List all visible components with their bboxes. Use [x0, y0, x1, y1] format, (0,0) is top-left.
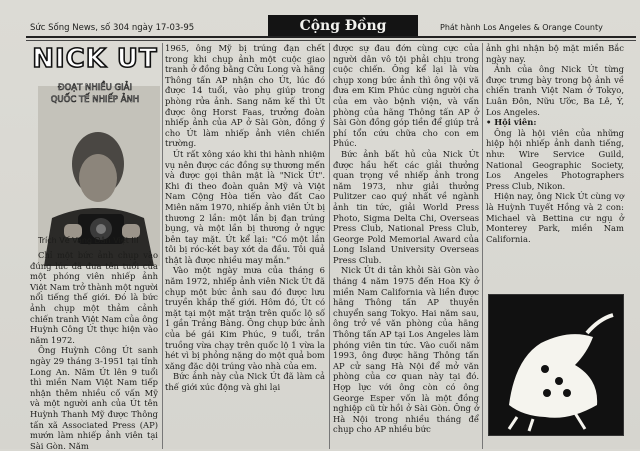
headline-subtitle: [30, 82, 160, 106]
feature-block: [30, 44, 160, 244]
paragraph: Út rất xông xáo khi thi hành nhiệm vụ nên được các đồng sự thương mến và được gọi thân mật là "Nick Út". Khi đi theo đoàn quân Mỹ và Việt Nam Cộng Hòa tiến vào đất Cao Miên năm 1970, nhiếp ảnh viên Út bị thương 2 lần: một lần bị đạn trúng bụng, và một lần bị thương ở ngực bên tay mặt. Út kể lại: "Có một lần tôi bị róc-két bay xớt da đầu. Tôi quả thật là được nhiều may mắn.": [165, 148, 325, 265]
child-figure-icon: [489, 295, 623, 435]
header-rule: [26, 36, 636, 38]
section-title: Cộng Đồng: [268, 15, 418, 37]
subtitle-line-2: QUỐC TẾ NHIẾP ẢNH: [50, 95, 140, 105]
article-column-2: [165, 43, 325, 393]
header-rule-thin: [26, 40, 636, 41]
paragraph: Chỉ một bức ảnh chụp vào đúng lúc đã đưa tên tuổi của một phóng viên nhiếp ảnh Việt Nam trở thành một người nổi tiếng thế giới. Đó là bức ảnh chụp một thảm cảnh chiến tranh Việt Nam của ông Huỳnh Công Út thực hiện vào năm 1972.: [30, 250, 158, 345]
paragraph: được sự đau đớn cùng cực của người dân vô tội phải chịu trong cuộc chiến. Ông kể lại là vừa chụp xong bức ảnh thì ông vội vã đưa em Kim Phúc cùng người cha của em vào bệnh viện, và vấn phòng của hãng Thông tấn AP ở Sài Gòn đồng góp tiền để giúp trả phí tổn cứu chữa cho con em Phúc.: [333, 43, 479, 149]
column-divider: [482, 43, 483, 449]
column-divider: [329, 43, 330, 449]
issue-info: Sức Sống News, số 304 ngày 17-03-95: [30, 23, 195, 33]
article-column-3: [333, 43, 479, 435]
paragraph: 1965, ông Mỹ bị trúng đạn chết trong khi chụp ảnh một cuộc giao tranh ở đồng bằng Cửu Long và hãng Thông tấn AP nhận cho Út, lúc đó được 14 tuổi, vào phụ giúp trong phòng rửa ảnh. Sang năm kế thì Út được ông Horst Faas, trưởng đoàn nhiếp ảnh của AP ở Sài Gòn, đồng ý cho Út làm nhiếp ảnh viên chiến trường.: [165, 43, 325, 149]
headline-nick-ut: NICK UT: [32, 44, 158, 74]
article-column-1: [30, 250, 158, 451]
paragraph: Ảnh của ông Nick Út từng được trưng bày trong bộ ảnh về chiến tranh Việt Nam ở Tokyo, Luân Đôn, Nữu Ước, Ba Lê, Ý, Los Angeles.: [486, 64, 624, 117]
paragraph: Bức ảnh này của Nick Út đã làm cả thế giới xúc động và ghi lại: [165, 371, 325, 392]
paragraph: Bức ảnh bất hủ của Nick Út được hầu hết các giải thưởng quan trọng về nhiếp ảnh trong năm 1973, như giải thưởng Pulitzer cao quý nhất về ngành ảnh tin tức, giải World Press Photo, Sigma Delta Chi, Overseas Press Club, National Press Club, George Pold Memorial Award của Long Island University Overseas Press Club.: [333, 148, 479, 265]
paragraph: Ông là hội viên của những hiệp hội nhiếp ảnh danh tiếng, như: Wire Service Guild, National Geographic Society, Los Angeles Photographers Press Club, Nikon.: [486, 127, 624, 191]
article-column-4: [486, 43, 624, 244]
section-heading: • Hội viên:: [486, 117, 537, 128]
subtitle-line-1: ĐOẠT NHIỀU GIẢI: [58, 83, 132, 93]
paragraph: Ông Huỳnh Công Út sanh ngày 29 tháng 3-1951 tại tỉnh Long An. Năm Út lên 9 tuổi thì miền Nam Việt Nam tiếp nhận thêm nhiều cố vấn Mỹ và một người anh của Út tên Huỳnh Thanh Mỹ được Thông tấn xã Associated Press (AP) mướn làm nhiếp ảnh viên tại Sài Gòn. Năm: [30, 345, 158, 451]
paragraph: Vào một ngày mưa của tháng 6 năm 1972, nhiếp ảnh viên Nick Út đã chụp một bức ảnh sau đó được lưu truyền khắp thế giới. Hôm đó, Út có mặt tại một mặt trận trên quốc lộ số 1 gần Trảng Bàng. Ông chụp bức ảnh của bé gái Kim Phúc, 9 tuổi, trần truồng vừa chạy trên quốc lộ 1 vừa la hét vì bị phỏng nặng do một quả bom xăng đặc dội trúng vào nhà của em.: [165, 265, 325, 371]
column-divider: [162, 43, 163, 449]
photo-caption: Trích Vế Vang Dân Việt III: [38, 236, 139, 245]
paragraph: Nick Út di tản khỏi Sài Gòn vào tháng 4 năm 1975 đến Hoa Kỳ ở miền Nam California và liền được hãng Thông tấn AP thuyên chuyển sang Tokyo. Hai năm sau, ông trở về văn phòng của hãng Thông tấn AP tại Los Angeles làm phóng viên tin tức. Vào cuối năm 1993, ông được hãng Thông tấn AP cử sang Hà Nội để mở văn phòng của cơ quan này tại đó. Hợp lực với ông còn có ông George Esper vốn là một đồng nghiệp cũ từ hồi ở Sài Gòn. Ông ở Hà Nội trong nhiều tháng để chụp cho AP nhiều bức: [333, 265, 479, 435]
distribution-info: Phát hành Los Angeles & Orange County: [440, 23, 603, 32]
decorative-illustration: [488, 294, 624, 436]
paragraph: Hiện nay, ông Nick Út cùng vợ là Huỳnh Tuyết Hồng và 2 con: Michael và Bettina cư ngụ ở Monterey Park, miền Nam California.: [486, 191, 624, 244]
paragraph: ảnh ghi nhận bộ mặt miền Bắc ngày nay.: [486, 43, 624, 64]
